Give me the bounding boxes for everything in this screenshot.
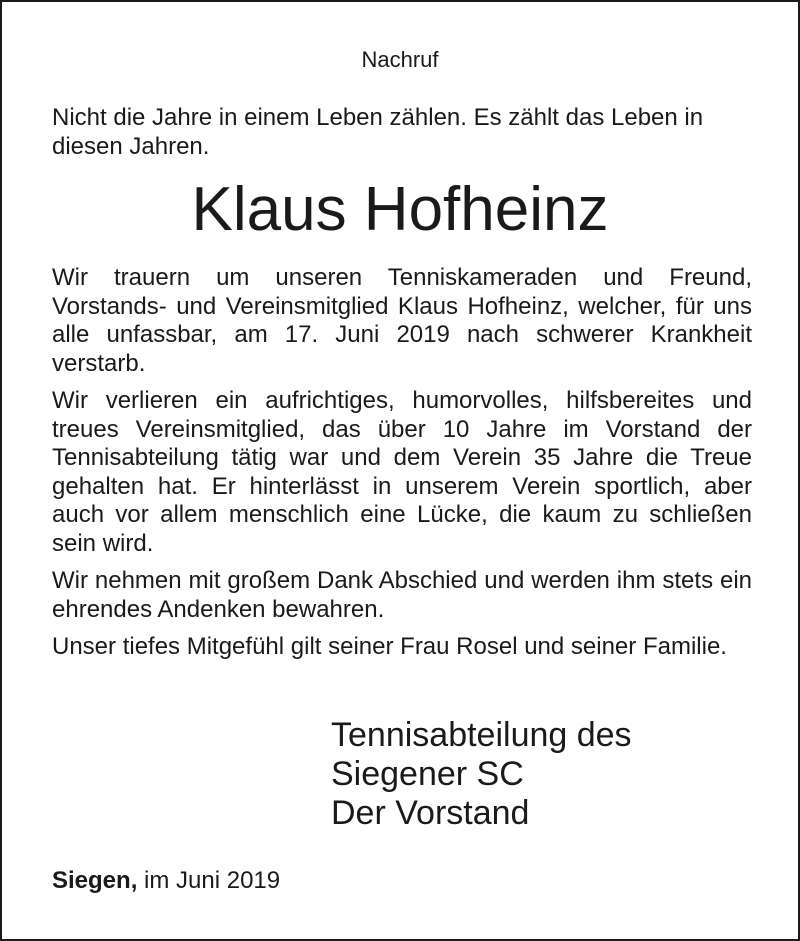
notice-body bbox=[52, 264, 752, 671]
body-paragraph-3: Wir nehmen mit großem Dank Abschied und werden ihm stets ein ehrendes Andenken bewahren. bbox=[52, 567, 752, 623]
deceased-name: Klaus Hofheinz bbox=[191, 175, 609, 244]
body-paragraph-2: Wir verlieren ein aufrichtiges, humorvolles, hilfsbereites und treues Vereinsmitglied, das über 10 Jahre im Vorstand der Tennisabteilung tätig war und dem Verein 35 Jahre die Treue gehalten hat. Er hinterlässt in unserem Verein sportlich, aber auch vor allem menschlich eine Lücke, die kaum zu schließen sein wird. bbox=[52, 387, 752, 557]
signature-block bbox=[331, 716, 771, 833]
body-paragraph-4: Unser tiefes Mitgefühl gilt seiner Frau Rosel und seiner Familie. bbox=[52, 633, 727, 660]
notice-heading: Nachruf bbox=[361, 47, 439, 72]
motto-text: Nicht die Jahre in einem Leben zählen. Es zählt das Leben in diesen Jahren. bbox=[52, 104, 704, 160]
place-date-line bbox=[52, 866, 752, 896]
notice-date: im Juni 2019 bbox=[144, 867, 281, 894]
body-paragraph-1: Wir trauern um unseren Tenniskameraden und Freund, Vorstands- und Vereinsmitglied Klaus Hofheinz, welcher, für uns alle unfassbar, am 17. Juni 2019 nach schwerer Krankheit verstarb. bbox=[52, 264, 752, 377]
signature-line-3: Der Vorstand bbox=[331, 794, 530, 832]
place-name: Siegen, bbox=[52, 867, 138, 894]
signature-line-2: Siegener SC bbox=[331, 755, 524, 793]
signature-line-1: Tennisabteilung des bbox=[331, 716, 632, 754]
